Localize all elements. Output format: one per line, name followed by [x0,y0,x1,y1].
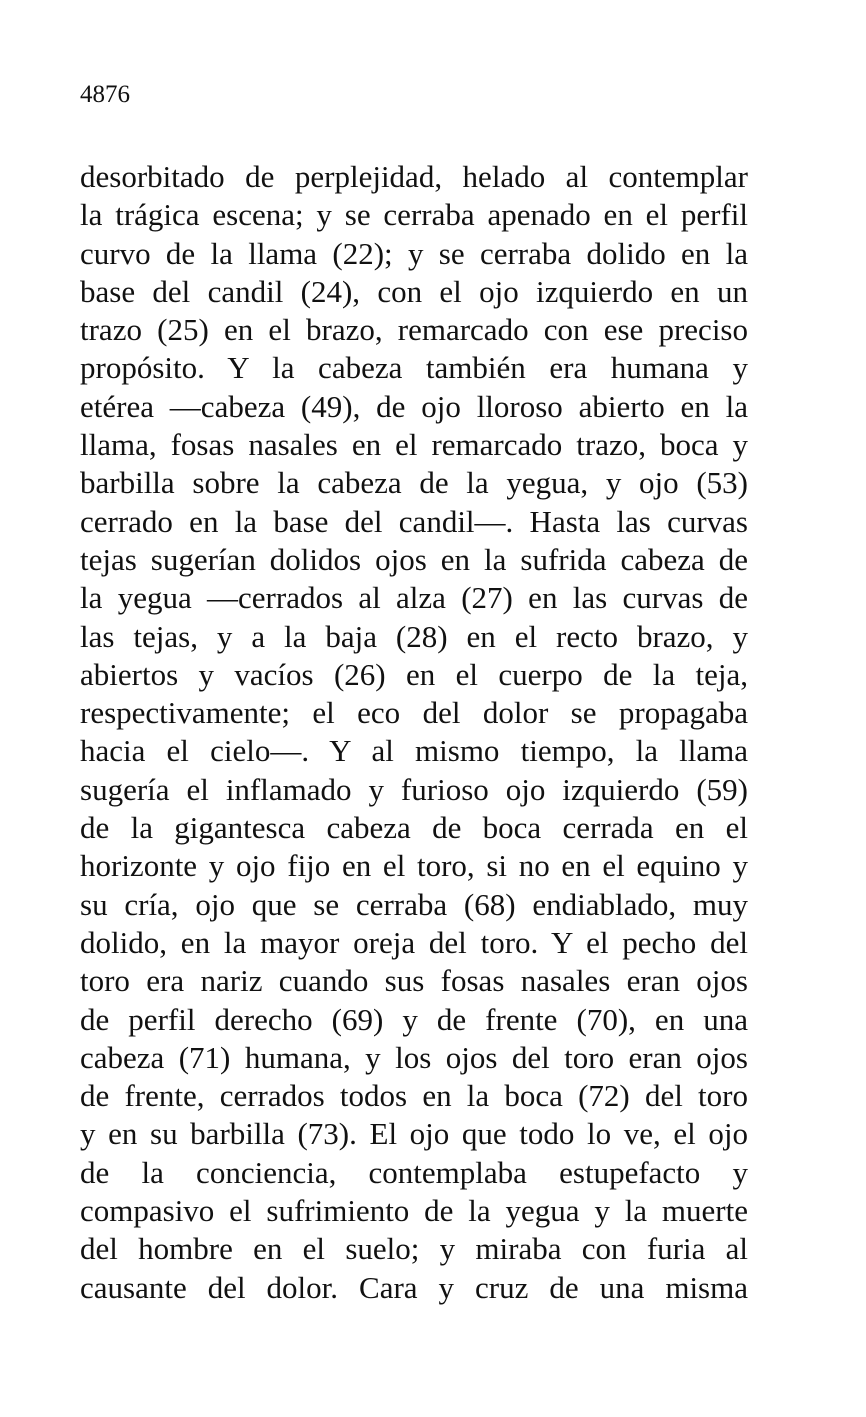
text-line: su cría, ojo que se cerraba (68) endiablado, muy [80,886,748,922]
text-line: horizonte y ojo fijo en el toro, si no en el equino y [80,848,748,884]
text-line: la trágica escena; y se cerraba apenado en el perfil [80,197,748,233]
text-line: dolido, en la mayor oreja del toro. Y el pecho del [80,924,748,960]
text-line: cerrado en la base del candil—. Hasta las curvas [80,503,748,539]
text-line: base del candil (24), con el ojo izquierdo en un [80,273,748,309]
text-line: cabeza (71) humana, y los ojos del toro eran ojos [80,1039,748,1075]
text-line: del hombre en el suelo; y miraba con furia al [80,1231,748,1267]
text-line: las tejas, y a la baja (28) en el recto brazo, y [80,618,748,654]
text-line: llama, fosas nasales en el remarcado trazo, boca y [80,427,748,463]
text-line: causante del dolor. Cara y cruz de una misma [80,1269,748,1305]
text-line: de la gigantesca cabeza de boca cerrada en el [80,810,748,846]
text-line: barbilla sobre la cabeza de la yegua, y ojo (53) [80,465,748,501]
body-text [80,158,748,1307]
page-number: 4876 [80,81,130,108]
text-line: etérea —cabeza (49), de ojo lloroso abierto en la [80,388,748,424]
text-line: toro era nariz cuando sus fosas nasales eran ojos [80,963,748,999]
text-line: hacia el cielo—. Y al mismo tiempo, la llama [80,733,748,769]
text-line: la yegua —cerrados al alza (27) en las curvas de [80,580,748,616]
text-line: trazo (25) en el brazo, remarcado con ese preciso [80,312,748,348]
text-line: sugería el inflamado y furioso ojo izquierdo (59) [80,771,748,807]
text-line: tejas sugerían dolidos ojos en la sufrida cabeza de [80,541,748,577]
text-line: desorbitado de perplejidad, helado al contemplar [80,159,748,194]
text-line: curvo de la llama (22); y se cerraba dolido en la [80,235,748,271]
text-line: de perfil derecho (69) y de frente (70), en una [80,1001,748,1037]
text-line: propósito. Y la cabeza también era humana y [80,350,748,386]
text-line: de frente, cerrados todos en la boca (72) del toro [80,1078,748,1114]
text-line: respectivamente; el eco del dolor se propagaba [80,695,748,731]
text-line: compasivo el sufrimiento de la yegua y la muerte [80,1193,748,1229]
text-line: abiertos y vacíos (26) en el cuerpo de la teja, [80,656,748,692]
text-line: de la conciencia, contemplaba estupefacto y [80,1154,748,1190]
text-line: y en su barbilla (73). El ojo que todo lo ve, el ojo [80,1116,748,1152]
